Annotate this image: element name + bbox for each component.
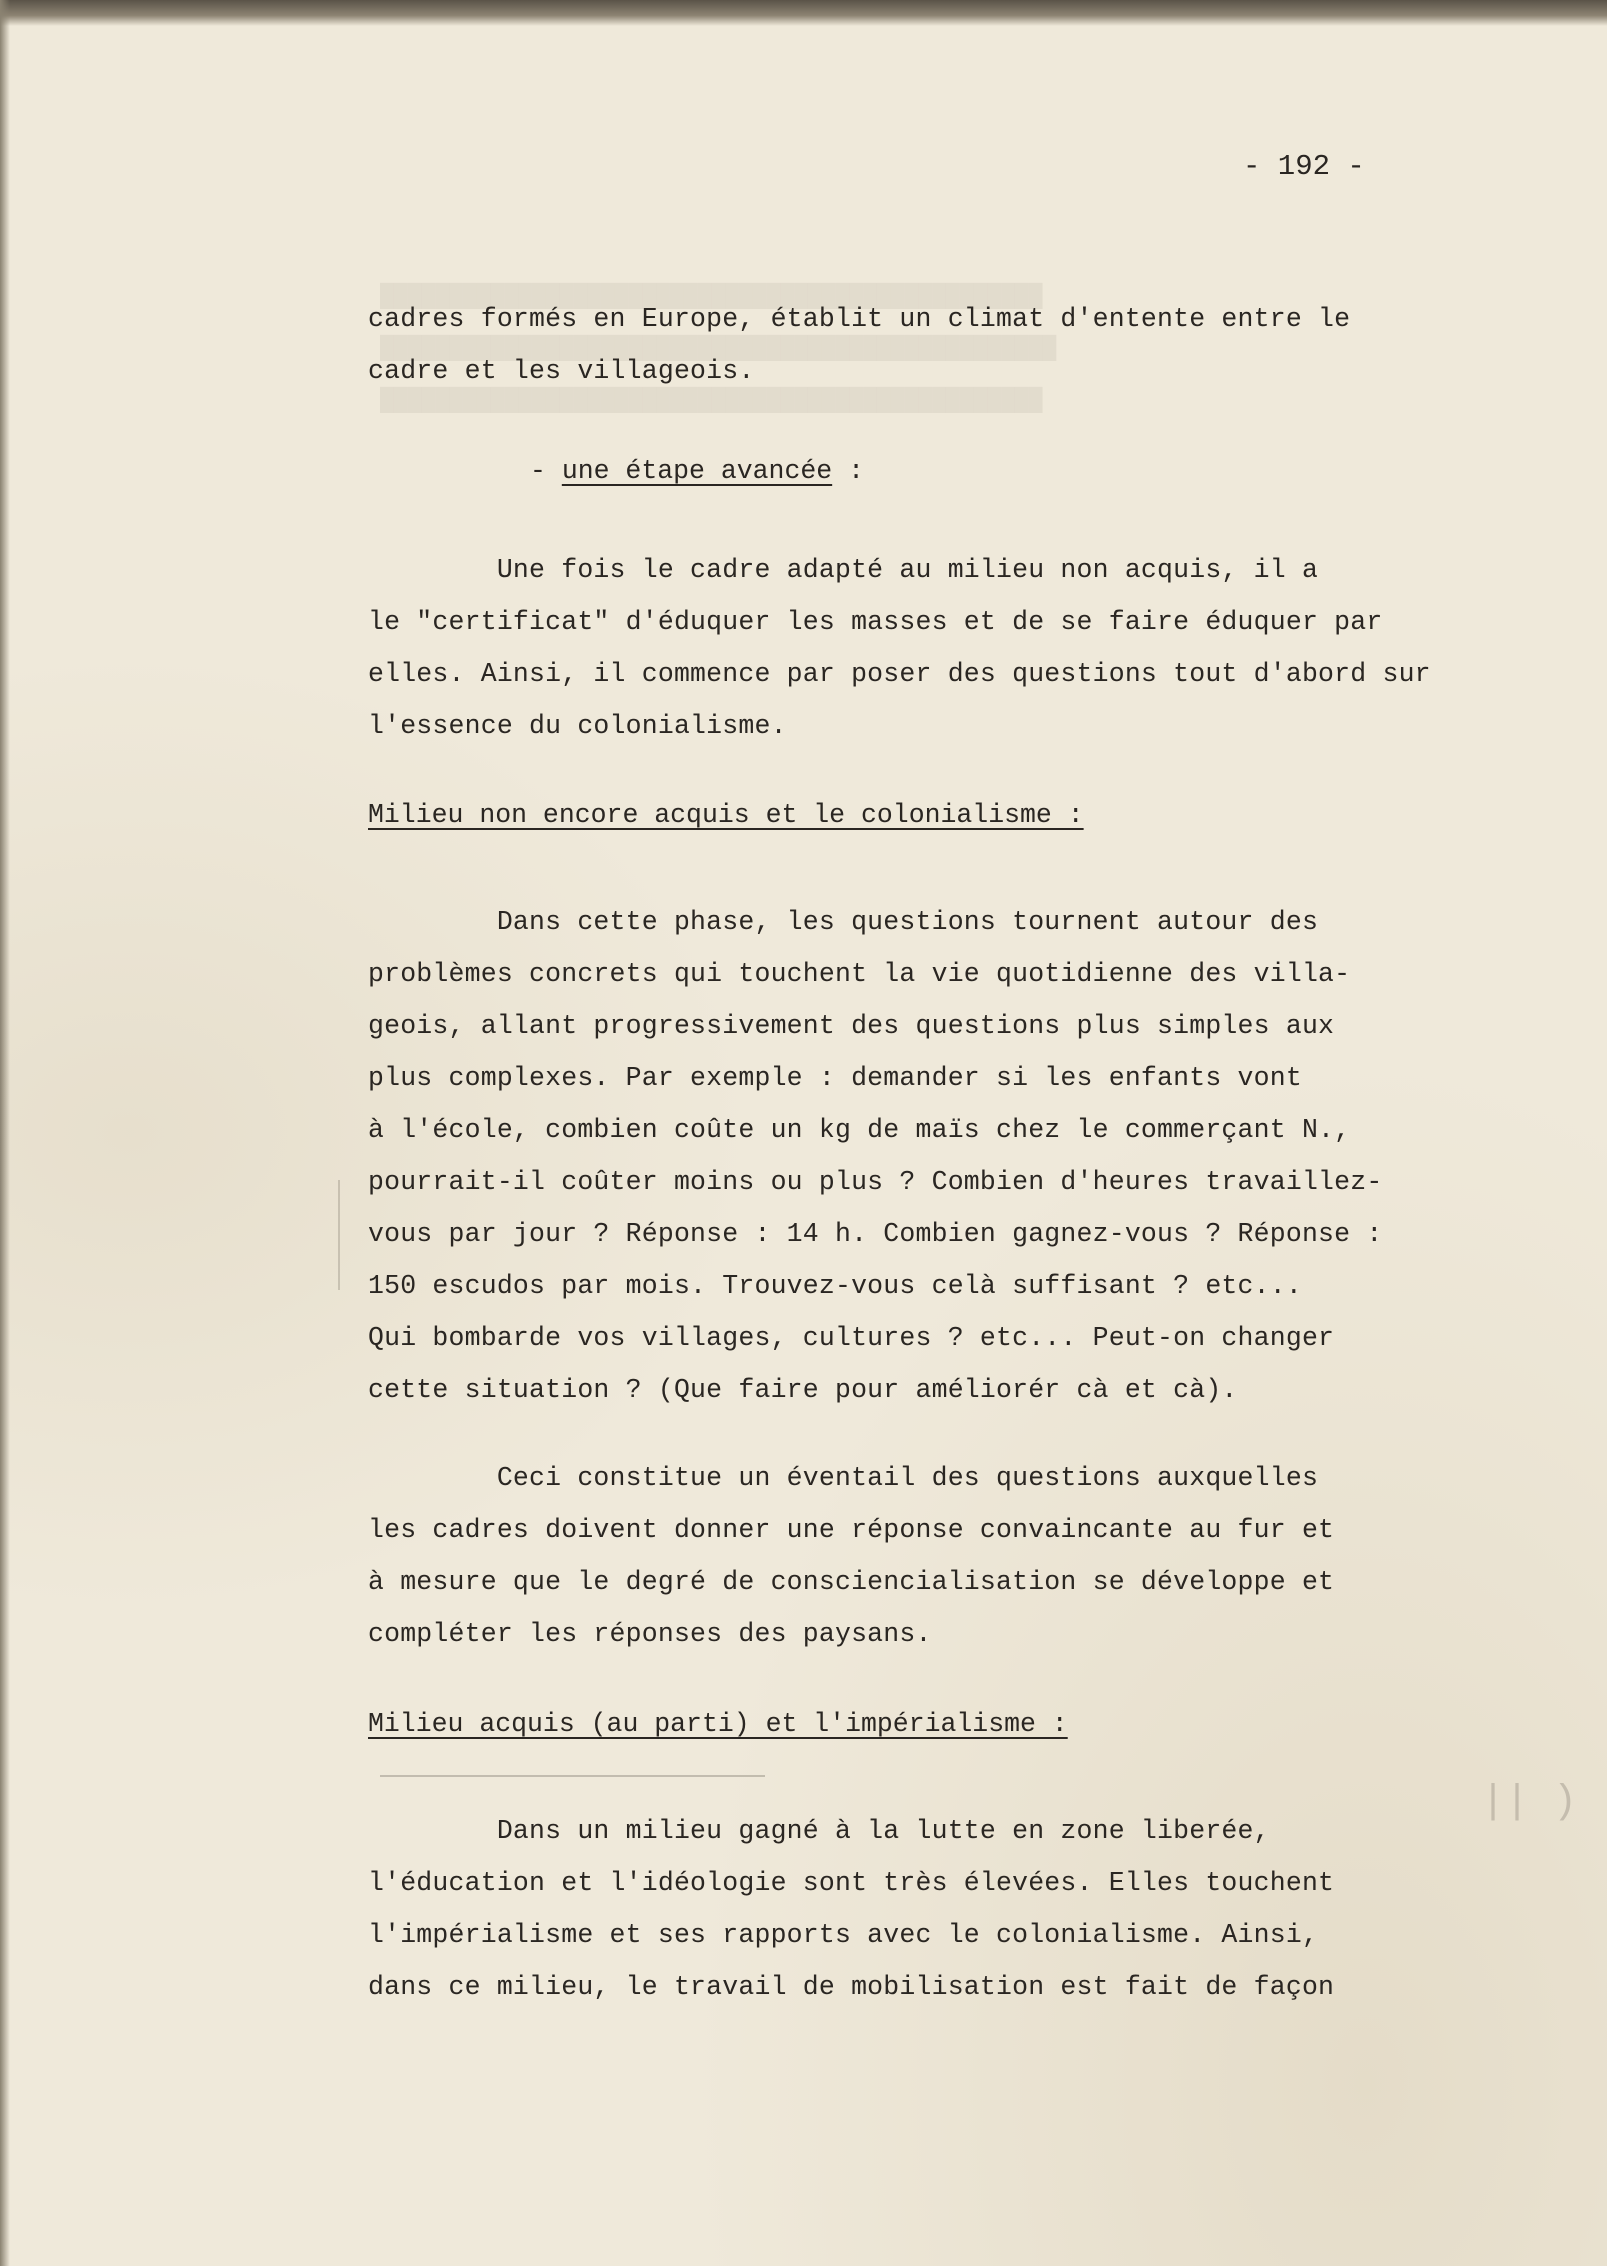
heading-etape-text: une étape avancée [561, 456, 833, 486]
paragraph-3: Dans cette phase, les questions tournent autour des problèmes concrets qui touchent la vie quotidienne des villa- geois, allant progressivement des questions plus simples aux plus complexes. Par exemple : demander si les enfants vont à l'école, combien coûte un kg de maïs chez le commerçant N., pourrait-il coûter moins ou plus ? Combien d'heures travaillez- vous par jour ? Réponse : 14 h. Combien gagnez-vous ? Réponse : 150 escudos par mois. Trouvez-vous celà suffisant ? etc... Qui bombarde vos villages, cultures ? etc... Peut-on changer cette situation ? (Que faire pour améliorér cà et cà). [368, 907, 1383, 1405]
paragraph-2: Une fois le cadre adapté au milieu non acquis, il a le "certificat" d'éduquer les masses et de se faire éduquer par elles. Ainsi, il commence par poser des questions tout d'abord sur l'essence du colonialisme. [368, 555, 1431, 741]
heading-etape-colon: : [832, 456, 864, 486]
page-number: - 192 - [1243, 150, 1365, 183]
paragraph-1: cadres formés en Europe, établit un climat d'entente entre le cadre et les villageois. [368, 304, 1351, 386]
scan-left-edge [0, 0, 10, 2266]
heading-etape-avancee [530, 456, 864, 486]
bleed-through-margin-mark: || ) [1480, 1780, 1577, 1825]
bleed-through-text: ████████████████████████████████████████████████ █████████████████████████████████████████████████ ████████████████████████████████████████████████ [380, 283, 1057, 413]
paragraph-5: Dans un milieu gagné à la lutte en zone liberée, l'éducation et l'idéologie sont très élevées. Elles touchent l'impérialisme et ses rapports avec le colonialisme. Ainsi, dans ce milieu, le travail de mobilisation est fait de façon [368, 1816, 1335, 2002]
scan-top-edge [0, 0, 1607, 26]
heading-milieu-non-acquis: Milieu non encore acquis et le colonialisme : [368, 800, 1084, 830]
footnote-rule [380, 1775, 765, 1777]
heading-milieu-acquis: Milieu acquis (au parti) et l'impérialisme : [368, 1709, 1068, 1739]
margin-pencil-mark [338, 1180, 340, 1290]
paragraph-4: Ceci constitue un éventail des questions auxquelles les cadres doivent donner une réponse convaincante au fur et à mesure que le degré de consciencialisation se développe et compléter les réponses des paysans. [368, 1463, 1335, 1649]
heading-etape-dash: - [530, 456, 562, 486]
